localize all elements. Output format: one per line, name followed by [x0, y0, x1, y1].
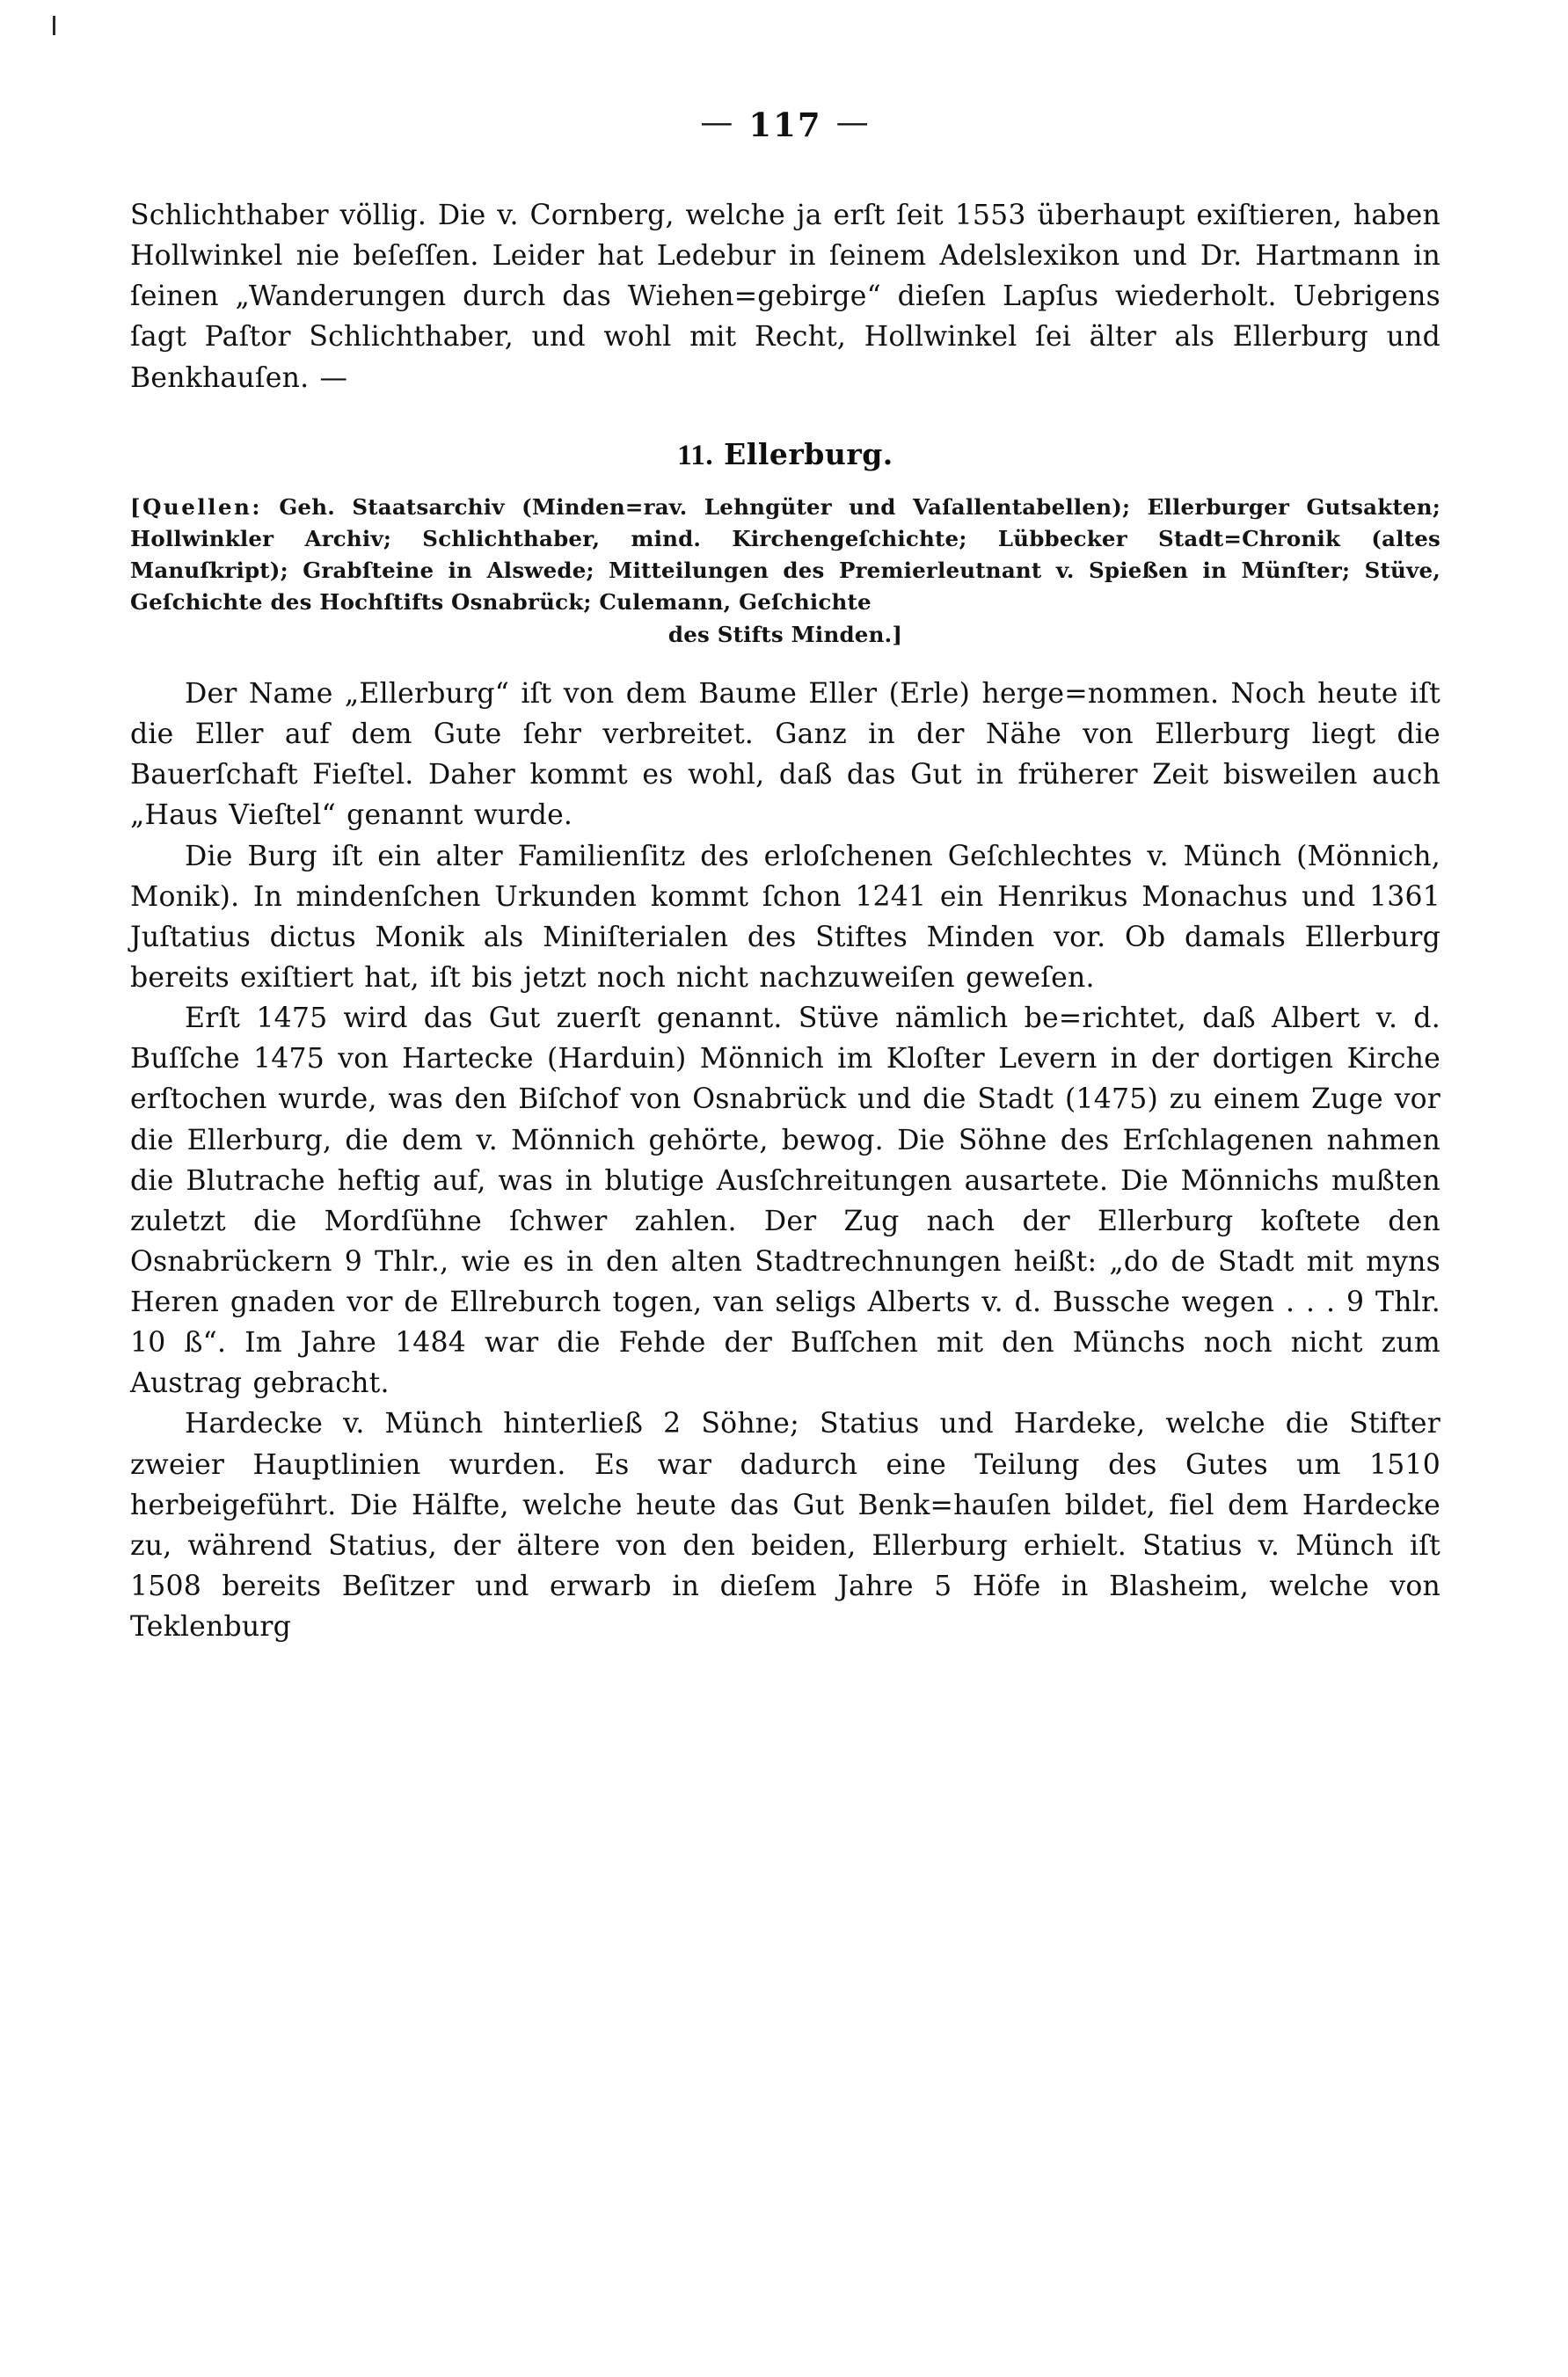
paragraph-3: Erſt 1475 wird das Gut zuerſt genannt. Stüve nämlich be=richtet, daß Albert v. d. Buſſche 1475 von Hartecke (Harduin) Mönnich im Kloſter Levern in der dortigen Kirche erſtochen wurde, was den Biſchof von Osnabrück und die Stadt (1475) zu einem Zuge vor die Ellerburg, die dem v. Mönnich gehörte, bewog. Die Söhne des Erſchlagenen nahmen die Blutrache heftig auf, was in blutige Ausſchreitungen ausartete. Die Mönnichs mußten zuletzt die Mordſühne ſchwer zahlen. Der Zug nach der Ellerburg koſtete den Osnabrückern 9 Thlr., wie es in den alten Stadtrechnungen heißt: „do de Stadt mit myns Heren gnaden vor de Ellreburch togen, van seligs Alberts v. d. Bussche wegen . . . 9 Thlr. 10 ß“. Im Jahre 1484 war die Fehde der Buſſchen mit den Münchs noch nicht zum Austrag gebracht. — [130, 1003, 1440, 1400]
paragraph-1: Der Name „Ellerburg“ iſt von dem Baume Eller (Erle) herge=nommen. Noch heute iſt die Eller auf dem Gute ſehr verbreitet. Ganz in der Nähe von Ellerburg liegt die Bauerſchaft Fieſtel. Daher kommt es wohl, daß das Gut in früherer Zeit bisweilen auch „Haus Vieſtel“ genannt wurde. — [130, 677, 1440, 832]
body-paragraphs — [130, 674, 1440, 1647]
page-edge-mark — [53, 16, 55, 35]
page-number-value: 117 — [748, 106, 822, 144]
section-number: 11. — [677, 439, 714, 471]
section-title-text: Ellerburg. — [724, 436, 893, 471]
sources-lastline: des Stifts Minden.] — [667, 621, 903, 647]
sources-label: [Quellen: — [130, 493, 262, 520]
paragraph-4: Hardecke v. Münch hinterließ 2 Söhne; Statius und Hardeke, welche die Stifter zweier Hauptlinien wurden. Es war dadurch eine Teilung des Gutes um 1510 herbeigeführt. Die Hälfte, welche heute das Gut Benk=hauſen bildet, fiel dem Hardecke zu, während Statius, der ältere von den beiden, Ellerburg erhielt. Statius v. Münch iſt 1508 bereits Beſitzer und erwarb in dieſem Jahre 5 Höfe in Blasheim, welche von Teklenburg — [130, 1408, 1440, 1644]
paragraph-opening: Schlichthaber völlig. Die v. Cornberg, welche ja erſt ſeit 1553 überhaupt exiſtieren, haben Hollwinkel nie beſeſſen. Leider hat Ledebur in ſeinem Adelslexikon und Dr. Hartmann in ſeinen „Wanderungen durch das Wiehen=gebirge“ dieſen Lapſus wiederholt. Uebrigens ſagt Paſtor Schlichthaber, und wohl mit Recht, Hollwinkel ſei älter als Ellerburg und Benkhauſen. — — [130, 200, 1440, 394]
page-number-dash-right: — — [835, 103, 871, 141]
paragraph-2: Die Burg iſt ein alter Familienſitz des erloſchenen Geſchlechtes v. Münch (Mönnich, Monik). In mindenſchen Urkunden kommt ſchon 1241 ein Henrikus Monachus und 1361 Juſtatius dictus Monik als Miniſterialen des Stiftes Minden vor. Ob damals Ellerburg bereits exiſtiert hat, iſt bis jetzt noch nicht nachzuweiſen geweſen. — [130, 840, 1440, 994]
sources-note — [130, 492, 1440, 651]
page-number — [130, 103, 1440, 144]
sources-text: Geh. Staatsarchiv (Minden=rav. Lehngüter und Vaſallentabellen); Ellerburger Gutsakten; Hollwinkler Archiv; Schlichthaber, mind. Kirchengeſchichte; Lübbecker Stadt=Chronik (altes Manuſkript); Grabſteine in Alswede; Mitteilungen des Premierleutnant v. Spießen in Münſter; Stüve, Geſchichte des Hochſtifts Osnabrück; Culemann, Geſchichte — [130, 493, 1440, 616]
section-heading — [130, 437, 1440, 472]
page-content — [130, 103, 1440, 1647]
page-number-dash-left: — — [700, 103, 735, 141]
